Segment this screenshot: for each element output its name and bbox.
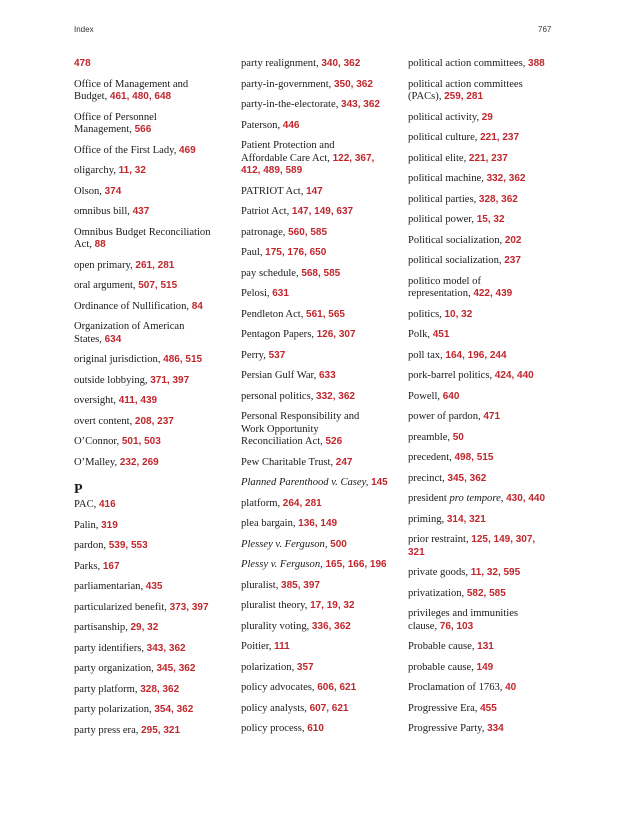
- index-entry: [74, 416, 234, 429]
- index-term: preamble,: [408, 431, 451, 443]
- page-references[interactable]: 411, 439: [118, 395, 158, 406]
- index-term: omnibus bill,: [74, 206, 130, 217]
- index-term: Progressive Era,: [408, 702, 478, 714]
- page-references[interactable]: 111: [274, 641, 290, 652]
- page-references[interactable]: 237: [504, 255, 521, 266]
- index-term: president pro tempore,: [408, 493, 504, 504]
- index-entry: [74, 301, 234, 314]
- index-entry: [74, 206, 234, 219]
- index-entry: [241, 411, 401, 449]
- page-references[interactable]: 295, 321: [141, 724, 181, 736]
- page-references[interactable]: 561, 565: [306, 308, 345, 320]
- index-term: party press era,: [74, 724, 139, 736]
- page-references[interactable]: 88: [94, 239, 106, 250]
- page-references[interactable]: 11, 32, 595: [470, 567, 521, 578]
- index-term: Political socialization,: [408, 234, 503, 246]
- index-entry: [74, 227, 234, 252]
- index-entry: [408, 255, 568, 268]
- index-entry: [408, 276, 568, 301]
- page-references[interactable]: 566: [134, 124, 152, 135]
- index-entry: [408, 567, 568, 580]
- index-term: polarization,: [241, 661, 295, 673]
- index-term: pork-barrel politics,: [408, 370, 493, 381]
- page-references[interactable]: 259, 281: [444, 91, 484, 102]
- index-entry: [408, 329, 568, 342]
- index-entry: [74, 643, 234, 656]
- index-entry: [241, 682, 401, 695]
- index-entry: [241, 703, 401, 716]
- index-entry: [408, 608, 568, 633]
- page-references[interactable]: 328, 362: [478, 193, 518, 205]
- index-entry: [241, 457, 401, 470]
- index-term: Pew Charitable Trust,: [241, 456, 334, 468]
- index-entry: [74, 602, 234, 615]
- running-header-title: Index: [74, 25, 94, 34]
- page-references[interactable]: 136, 149: [298, 518, 338, 529]
- index-entry: [408, 432, 568, 445]
- index-entry: [241, 559, 401, 572]
- index-term: precedent,: [408, 452, 452, 463]
- index-entry: [241, 309, 401, 322]
- index-term: Pelosi,: [241, 288, 270, 299]
- page-references[interactable]: 478: [74, 58, 91, 69]
- index-entry: [74, 375, 234, 388]
- index-term: platform,: [241, 497, 281, 509]
- page-references[interactable]: 334: [487, 723, 504, 734]
- index-entry: [408, 173, 568, 186]
- page-references[interactable]: 633: [318, 370, 336, 381]
- page-references[interactable]: 388: [528, 58, 545, 69]
- index-term: politico model of representation,: [408, 275, 481, 299]
- index-term: probable cause,: [408, 661, 474, 673]
- index-term: Plessey v. Ferguson,: [241, 538, 328, 550]
- index-term: Paul,: [241, 247, 263, 258]
- index-term: Office of Personnel Management,: [74, 111, 157, 135]
- page-references[interactable]: 40: [505, 682, 517, 693]
- page-references[interactable]: 345, 362: [156, 663, 196, 674]
- index-term: Palin,: [74, 519, 99, 531]
- index-term: Olson,: [74, 185, 102, 197]
- index-term: priming,: [408, 513, 445, 525]
- page-references[interactable]: 84: [191, 300, 203, 312]
- page-references[interactable]: 221, 237: [480, 132, 520, 143]
- index-entry: [241, 329, 401, 342]
- index-term: political elite,: [408, 152, 467, 164]
- index-term: pluralist,: [241, 579, 279, 591]
- index-term: power of pardon,: [408, 411, 481, 422]
- index-term: oligarchy,: [74, 165, 116, 176]
- index-column-3: [408, 58, 568, 744]
- page-references[interactable]: 371, 397: [150, 374, 190, 386]
- index-entry: [74, 704, 234, 717]
- index-term: pluralist theory,: [241, 600, 308, 611]
- index-entry: [74, 79, 234, 104]
- page-references[interactable]: 165, 166, 196: [325, 559, 387, 570]
- page-references[interactable]: 332, 362: [486, 173, 526, 184]
- index-term: Progressive Party,: [408, 723, 485, 734]
- index-term: O’Malley,: [74, 456, 118, 468]
- index-term: personal politics,: [241, 390, 314, 402]
- index-entry: [74, 457, 234, 470]
- index-entry: [408, 493, 568, 506]
- index-entry: [74, 354, 234, 367]
- page-references[interactable]: 486, 515: [163, 354, 203, 365]
- page-references[interactable]: 50: [452, 431, 464, 443]
- index-term: Personal Responsibility and Work Opportunity Reconciliation Act,: [241, 411, 360, 447]
- index-term: plea bargain,: [241, 518, 296, 529]
- page-references[interactable]: 430, 440: [506, 493, 546, 504]
- page-references[interactable]: 232, 269: [119, 456, 159, 468]
- index-entry: [241, 79, 401, 92]
- index-entry: [241, 140, 401, 178]
- index-term: party-in-the-electorate,: [241, 99, 339, 110]
- page-references[interactable]: 354, 362: [154, 704, 194, 715]
- index-term: policy process,: [241, 723, 305, 734]
- page-references[interactable]: 126, 307: [316, 329, 356, 340]
- index-entry: [241, 621, 401, 634]
- index-entry: [241, 288, 401, 301]
- index-term: open primary,: [74, 259, 133, 271]
- index-entry: [74, 260, 234, 273]
- index-column-2: [241, 58, 401, 744]
- index-term: politics,: [408, 308, 442, 320]
- index-term: Patient Protection and Affordable Care Act,: [241, 140, 335, 164]
- index-term: Pendleton Act,: [241, 308, 304, 320]
- index-entry: [74, 112, 234, 137]
- index-term: Paterson,: [241, 119, 281, 131]
- index-term: Perry,: [241, 349, 266, 361]
- page-references[interactable]: 147, 149, 637: [291, 206, 354, 217]
- page-references[interactable]: 332, 362: [316, 390, 355, 402]
- index-entry: [408, 682, 568, 695]
- index-entry: [408, 214, 568, 227]
- page-references[interactable]: 607, 621: [309, 702, 349, 714]
- index-entry: [74, 436, 234, 449]
- index-term: political socialization,: [408, 255, 502, 266]
- index-term: Poitier,: [241, 641, 272, 652]
- page-references[interactable]: 582, 585: [466, 587, 506, 599]
- page-references[interactable]: 560, 585: [288, 226, 328, 238]
- page-references[interactable]: 343, 362: [146, 642, 186, 654]
- page-references[interactable]: 537: [268, 349, 286, 361]
- page-references[interactable]: 568, 585: [301, 267, 341, 279]
- page-references[interactable]: 247: [335, 456, 353, 468]
- page-references[interactable]: 328, 362: [140, 683, 180, 695]
- page-references[interactable]: 164, 196, 244: [445, 349, 507, 361]
- page-references[interactable]: 374: [104, 185, 122, 197]
- index-term: Proclamation of 1763,: [408, 682, 503, 693]
- index-entry: [74, 321, 234, 346]
- index-entry: [74, 499, 234, 512]
- page-references[interactable]: 416: [98, 499, 116, 510]
- index-entry: [241, 580, 401, 593]
- index-entry: [74, 622, 234, 635]
- index-term: prior restraint,: [408, 534, 469, 545]
- index-term: party realignment,: [241, 58, 319, 69]
- page-references[interactable]: 435: [145, 581, 163, 592]
- index-entry: [241, 350, 401, 363]
- index-term: party platform,: [74, 683, 138, 695]
- page-references[interactable]: 357: [296, 661, 314, 673]
- index-term: policy analysts,: [241, 702, 307, 714]
- page-references[interactable]: 631: [272, 288, 289, 299]
- page-references[interactable]: 498, 515: [454, 452, 494, 463]
- index-entry: [241, 99, 401, 112]
- index-term: Office of Management and Budget,: [74, 78, 189, 102]
- page-references[interactable]: 221, 237: [468, 152, 508, 164]
- page-references[interactable]: 29, 32: [130, 622, 159, 633]
- index-entry: [408, 703, 568, 716]
- page-references[interactable]: 336, 362: [311, 620, 351, 632]
- page-references[interactable]: 131: [477, 641, 494, 652]
- page-references[interactable]: 76, 103: [439, 620, 474, 632]
- index-entry: [241, 723, 401, 736]
- index-entry: [408, 112, 568, 125]
- page-references[interactable]: 526: [325, 436, 343, 447]
- index-term: party polarization,: [74, 704, 152, 715]
- page-references[interactable]: 340, 362: [321, 58, 361, 69]
- page-references[interactable]: 471: [483, 411, 501, 422]
- index-entry: [241, 641, 401, 654]
- page-references[interactable]: 10, 32: [444, 308, 473, 320]
- page-references[interactable]: 17, 19, 32: [310, 600, 355, 611]
- page-references[interactable]: 500: [330, 538, 347, 550]
- index-term: Persian Gulf War,: [241, 370, 317, 381]
- index-term: outside lobbying,: [74, 374, 148, 386]
- page-references[interactable]: 345, 362: [447, 472, 487, 484]
- index-term: oversight,: [74, 395, 117, 406]
- index-entry: [408, 723, 568, 736]
- index-term: Planned Parenthood v. Casey,: [241, 477, 369, 488]
- index-entry: [241, 227, 401, 240]
- index-term: Powell,: [408, 390, 441, 402]
- index-term: Omnibus Budget Reconciliation Act,: [74, 226, 211, 250]
- page-references[interactable]: 175, 176, 650: [265, 247, 327, 258]
- index-entry: [241, 268, 401, 281]
- index-entry: [408, 662, 568, 675]
- index-term: party organization,: [74, 663, 154, 674]
- page-references[interactable]: 385, 397: [281, 579, 320, 591]
- index-entry: [74, 165, 234, 178]
- index-term: policy advocates,: [241, 682, 315, 693]
- index-term: political action committees (PACs),: [408, 78, 523, 102]
- index-entry: [408, 473, 568, 486]
- index-entry: [241, 600, 401, 613]
- page-references[interactable]: 319: [101, 519, 118, 531]
- index-entry: [408, 153, 568, 166]
- page-references[interactable]: 343, 362: [341, 99, 380, 110]
- index-term: political activity,: [408, 111, 480, 123]
- index-column-1: [74, 58, 234, 745]
- page-references[interactable]: 461, 480, 648: [109, 91, 172, 102]
- index-entry: [408, 370, 568, 383]
- index-entry: [74, 561, 234, 574]
- page-references[interactable]: 264, 281: [282, 497, 322, 509]
- page-references[interactable]: 437: [132, 206, 150, 217]
- page-references[interactable]: 202: [504, 234, 522, 246]
- index-term: Organization of American States,: [74, 321, 185, 345]
- index-entry: [74, 145, 234, 158]
- index-entry: [241, 662, 401, 675]
- index-term: overt content,: [74, 415, 133, 427]
- index-entry: [408, 58, 568, 71]
- index-entry: [74, 684, 234, 697]
- index-entry: [74, 280, 234, 293]
- index-entry: [408, 309, 568, 322]
- index-term: particularized benefit,: [74, 601, 167, 613]
- index-term: original jurisdiction,: [74, 354, 161, 365]
- page-references[interactable]: 446: [282, 119, 300, 131]
- index-entry: [408, 79, 568, 104]
- index-term: political parties,: [408, 193, 477, 205]
- index-entry: [241, 120, 401, 133]
- page-references[interactable]: 314, 321: [446, 513, 486, 525]
- index-term: political culture,: [408, 132, 478, 143]
- index-term: PATRIOT Act,: [241, 185, 304, 197]
- page-references[interactable]: 15, 32: [476, 214, 505, 225]
- page-references[interactable]: 610: [307, 723, 324, 734]
- page-references[interactable]: 634: [104, 333, 122, 345]
- index-entry: [74, 581, 234, 594]
- index-entry: [408, 514, 568, 527]
- index-term: plurality voting,: [241, 620, 310, 632]
- index-entry: [241, 58, 401, 71]
- index-entry: [74, 540, 234, 553]
- page-references[interactable]: 11, 32: [118, 165, 146, 176]
- section-letter: P: [74, 482, 83, 497]
- page-references[interactable]: 606, 621: [317, 682, 357, 693]
- index-term: political machine,: [408, 173, 484, 184]
- index-term: PAC,: [74, 499, 97, 510]
- page-references[interactable]: 507, 515: [138, 280, 178, 291]
- index-term: parliamentarian,: [74, 581, 144, 592]
- page-references[interactable]: 149: [476, 661, 494, 673]
- index-term: Office of the First Lady,: [74, 144, 177, 156]
- index-entry: [74, 725, 234, 738]
- index-term: Plessy v. Ferguson,: [241, 559, 323, 570]
- index-entry: [408, 132, 568, 145]
- page-references[interactable]: 424, 440: [494, 370, 534, 381]
- page-references[interactable]: 125, 149, 307, 321: [408, 534, 536, 558]
- page-references[interactable]: 539, 553: [108, 540, 148, 551]
- index-entry: [241, 477, 401, 490]
- index-entry: [241, 391, 401, 404]
- index-entry: [408, 452, 568, 465]
- page-references[interactable]: 455: [480, 702, 497, 714]
- index-entry: [408, 641, 568, 654]
- index-term: O’Connor,: [74, 436, 120, 447]
- index-entry: [408, 194, 568, 207]
- index-entry: [408, 411, 568, 424]
- index-entry: [74, 520, 234, 533]
- page-references[interactable]: 451: [432, 329, 450, 340]
- index-term: party-in-government,: [241, 78, 332, 90]
- index-term: Polk,: [408, 329, 431, 340]
- index-term: Parks,: [74, 560, 101, 572]
- index-term: pay schedule,: [241, 267, 299, 279]
- page-references[interactable]: 350, 362: [333, 78, 373, 90]
- index-term: patronage,: [241, 226, 286, 238]
- index-entry: [241, 370, 401, 383]
- index-term: political action committees,: [408, 58, 526, 69]
- index-term: Patriot Act,: [241, 206, 290, 217]
- italic-term-part: pro tempore: [449, 493, 501, 504]
- page-references[interactable]: 501, 503: [121, 436, 161, 447]
- page-references[interactable]: 167: [102, 560, 120, 572]
- index-term: Pentagon Papers,: [241, 329, 314, 340]
- index-entry: [408, 588, 568, 601]
- index-entry: [241, 498, 401, 511]
- index-entry: [408, 534, 568, 559]
- page-references[interactable]: 147: [306, 185, 323, 197]
- index-term: Ordinance of Nullification,: [74, 300, 190, 312]
- page-references[interactable]: 422, 439: [473, 288, 513, 299]
- index-term: political power,: [408, 214, 475, 225]
- index-entry: [241, 518, 401, 531]
- index-entry: [408, 391, 568, 404]
- index-entry: [74, 58, 234, 71]
- index-entry: [241, 539, 401, 552]
- index-term: Probable cause,: [408, 641, 475, 652]
- index-term: oral argument,: [74, 280, 136, 291]
- index-term: pardon,: [74, 540, 107, 551]
- page-references[interactable]: 373, 397: [169, 601, 209, 613]
- index-term: partisanship,: [74, 622, 128, 633]
- page-references[interactable]: 640: [442, 390, 460, 402]
- index-entry: [241, 186, 401, 199]
- index-entry: [241, 206, 401, 219]
- index-term: precinct,: [408, 472, 445, 484]
- index-entry: [74, 395, 234, 408]
- index-entry: [408, 235, 568, 248]
- index-entry: [408, 350, 568, 363]
- page-references[interactable]: 29: [481, 111, 493, 123]
- index-entry: [74, 186, 234, 199]
- page-number: 767: [538, 25, 552, 34]
- index-term: privileges and immunities clause,: [408, 608, 519, 632]
- page-references[interactable]: 145: [371, 477, 388, 488]
- index-term: party identifiers,: [74, 642, 145, 654]
- index-entry: [241, 247, 401, 260]
- page-references[interactable]: 469: [179, 144, 196, 156]
- page-references[interactable]: 208, 237: [134, 415, 174, 427]
- index-term: private goods,: [408, 567, 469, 578]
- index-term: poll tax,: [408, 349, 443, 361]
- page-references[interactable]: 122, 367, 412, 489, 589: [241, 152, 375, 176]
- index-entry: [74, 663, 234, 676]
- index-term: privatization,: [408, 587, 465, 599]
- page-references[interactable]: 261, 281: [135, 259, 175, 271]
